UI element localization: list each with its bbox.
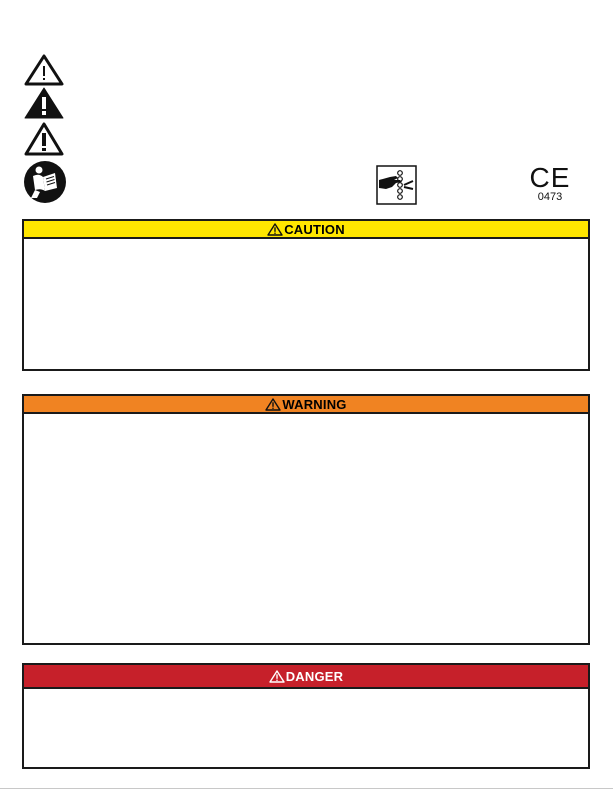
page-bottom-rule — [0, 788, 613, 789]
caution-panel — [22, 219, 590, 371]
hand-crush-hazard-icon — [376, 165, 417, 205]
notified-body-number: 0473 — [537, 191, 563, 203]
warning-header — [24, 396, 588, 414]
ce-mark-logo: CE — [529, 162, 571, 193]
safety-alert-filled-icon — [24, 87, 64, 119]
danger-alert-icon — [269, 670, 285, 683]
caution-label: CAUTION — [284, 221, 345, 237]
safety-alert-outline-bold-icon — [24, 122, 64, 156]
safety-alert-outline-icon — [24, 54, 64, 86]
warning-label: WARNING — [282, 396, 347, 412]
ce-mark — [526, 162, 574, 204]
danger-header — [24, 665, 588, 689]
warning-panel — [22, 394, 590, 645]
danger-panel — [22, 663, 590, 769]
caution-header — [24, 221, 588, 239]
caution-alert-icon — [267, 223, 283, 236]
danger-label: DANGER — [285, 668, 344, 684]
warning-alert-icon — [265, 398, 281, 411]
read-manual-icon — [23, 160, 67, 204]
